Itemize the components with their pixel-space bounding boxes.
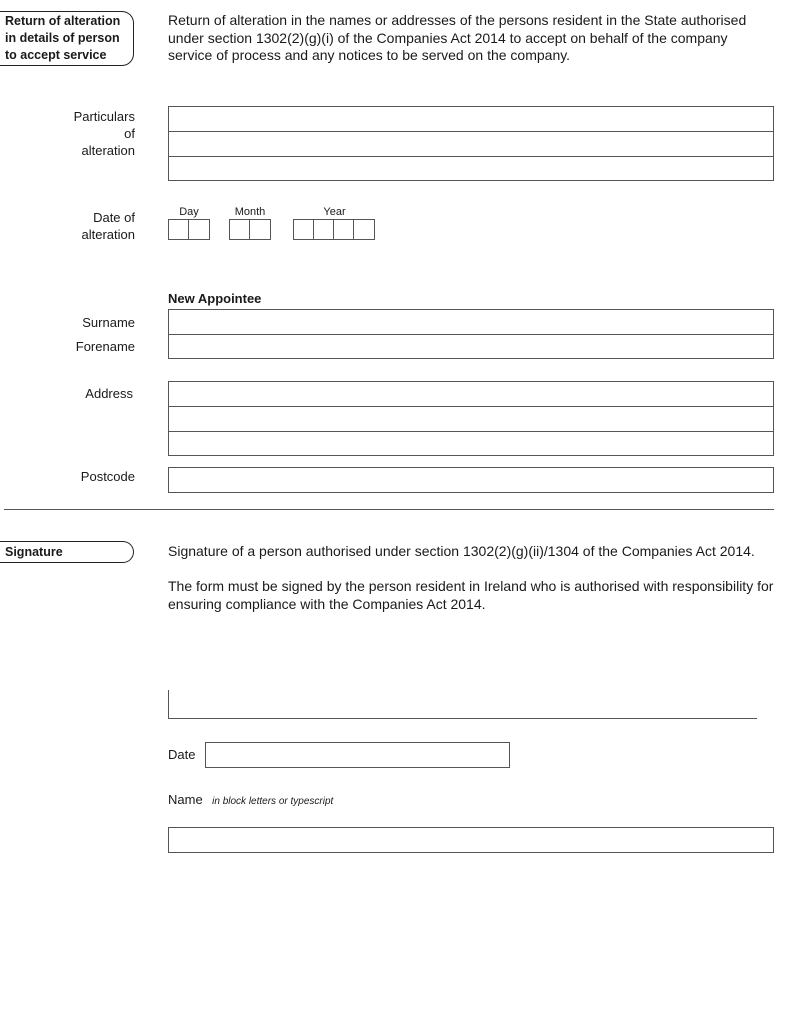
particulars-label-line: alteration xyxy=(81,143,135,158)
section-tab-signature: Signature xyxy=(0,541,134,563)
day-digit-1[interactable] xyxy=(168,219,189,240)
particulars-line-2[interactable] xyxy=(169,132,773,156)
signature-name-label-group xyxy=(168,791,333,809)
day-label: Day xyxy=(179,206,199,218)
signature-requirement: The form must be signed by the person resident in Ireland who is authorised with responsibility for ensuring compliance with the Companies Act 2014. xyxy=(168,578,774,612)
section-tab-line: Return of alteration xyxy=(5,14,121,28)
address-line-2[interactable] xyxy=(169,407,773,431)
address-label: Address xyxy=(85,386,133,401)
signature-date-field[interactable] xyxy=(205,742,510,768)
intro-paragraph: Return of alteration in the names or addresses of the persons resident in the State authorised under section 1302(2)(g)(i) of the Companies Act 2014 to accept on behalf of the company service of process and any notices to be served on the company. xyxy=(168,12,747,63)
particulars-label-line: Particulars xyxy=(73,109,135,124)
name-fields xyxy=(168,309,774,359)
address-line-1[interactable] xyxy=(169,382,773,406)
forename-label: Forename xyxy=(75,339,135,354)
month-label: Month xyxy=(234,206,266,218)
particulars-line-1[interactable] xyxy=(169,107,773,131)
forename-field[interactable] xyxy=(169,335,773,358)
particulars-label-line: of xyxy=(124,126,135,141)
date-of-alteration-label xyxy=(15,209,135,243)
section-divider xyxy=(4,509,774,510)
signature-line[interactable] xyxy=(168,690,757,719)
month-digit-1[interactable] xyxy=(229,219,250,240)
year-digit-1[interactable] xyxy=(293,219,314,240)
surname-label: Surname xyxy=(82,315,135,330)
address-field xyxy=(168,381,774,456)
name-hint: in block letters or typescript xyxy=(212,796,334,807)
section-tab-line: to accept service xyxy=(5,48,107,62)
day-digit-2[interactable] xyxy=(188,219,210,240)
signature-statement: Signature of a person authorised under section 1302(2)(g)(ii)/1304 of the Companies Act 2014. xyxy=(168,543,755,559)
particulars-field xyxy=(168,106,774,181)
new-appointee-heading: New Appointee xyxy=(168,291,262,306)
section-tab-return-of-alteration xyxy=(0,11,134,66)
year-label: Year xyxy=(323,206,346,218)
postcode-field[interactable] xyxy=(168,467,774,493)
signature-name-field[interactable] xyxy=(168,827,774,853)
particulars-line-3[interactable] xyxy=(169,157,773,180)
postcode-label: Postcode xyxy=(80,469,135,484)
address-line-3[interactable] xyxy=(169,432,773,455)
section-tab-line: in details of person xyxy=(5,31,120,45)
month-digit-2[interactable] xyxy=(249,219,271,240)
year-digit-3[interactable] xyxy=(333,219,354,240)
particulars-label xyxy=(15,108,135,159)
year-digit-4[interactable] xyxy=(353,219,375,240)
signature-date-label: Date xyxy=(168,747,196,762)
year-digit-2[interactable] xyxy=(313,219,334,240)
date-label-line: Date of xyxy=(93,210,135,225)
surname-field[interactable] xyxy=(169,310,773,334)
date-label-line: alteration xyxy=(81,227,135,242)
name-label: Name xyxy=(168,792,203,807)
